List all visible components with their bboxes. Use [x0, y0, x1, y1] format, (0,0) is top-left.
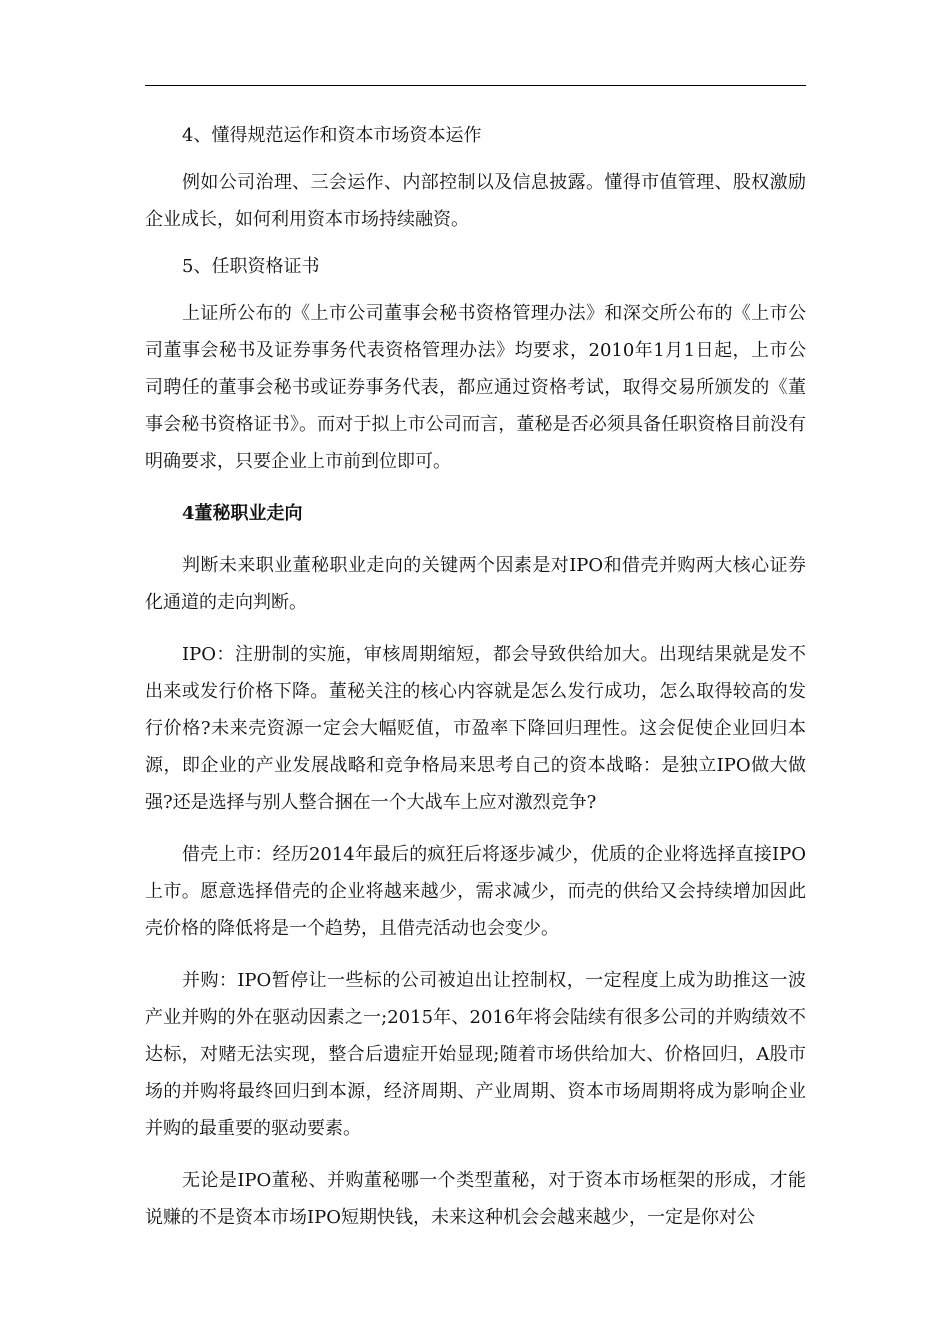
paragraph-governance: 例如公司治理、三会运作、内部控制以及信息披露。懂得市值管理、股权激励企业成长，如何利用资本市场持续融资。 [145, 172, 806, 230]
section-heading-career-direction: 4董秘职业走向 [182, 503, 303, 524]
section-title-5: 5、任职资格证书 [182, 256, 320, 277]
header-rule [145, 85, 806, 86]
paragraph-conclusion: 无论是IPO董秘、并购董秘哪一个类型董秘，对于资本市场框架的形成，才能说赚的不是资本市场IPO短期快钱，未来这种机会会越来越少，一定是你对公 [145, 1170, 806, 1228]
paragraph-qualification: 上证所公布的《上市公司董事会秘书资格管理办法》和深交所公布的《上市公司董事会秘书及证券事务代表资格管理办法》均要求，2010年1月1日起，上市公司聘任的董事会秘书或证券事务代表，都应通过资格考试，取得交易所颁发的《董事会秘书资格证书》。而对于拟上市公司而言，董秘是否必须具备任职资格目前没有明确要求，只要企业上市前到位即可。 [145, 303, 806, 472]
section-title-4: 4、懂得规范运作和资本市场资本运作 [182, 125, 482, 146]
paragraph-backdoor-listing: 借壳上市：经历2014年最后的疯狂后将逐步减少，优质的企业将选择直接IPO上市。愿意选择借壳的企业将越来越少，需求减少，而壳的供给又会持续增加因此壳价格的降低将是一个趋势，且借壳活动也会变少。 [145, 844, 806, 939]
paragraph-key-factors: 判断未来职业董秘职业走向的关键两个因素是对IPO和借壳并购两大核心证券化通道的走向判断。 [145, 555, 806, 613]
paragraph-ipo: IPO：注册制的实施，审核周期缩短，都会导致供给加大。出现结果就是发不出来或发行价格下降。董秘关注的核心内容就是怎么发行成功，怎么取得较高的发行价格?未来壳资源一定会大幅贬值，市盈率下降回归理性。这会促使企业回归本源，即企业的产业发展战略和竞争格局来思考自己的资本战略：是独立IPO做大做强?还是选择与别人整合捆在一个大战车上应对激烈竞争? [145, 644, 806, 813]
document-body [145, 117, 806, 1236]
paragraph-mergers: 并购：IPO暂停让一些标的公司被迫出让控制权，一定程度上成为助推这一波产业并购的外在驱动因素之一;2015年、2016年将会陆续有很多公司的并购绩效不达标，对赌无法实现，整合后遗症开始显现;随着市场供给加大、价格回归，A股市场的并购将最终回归到本源，经济周期、产业周期、资本市场周期将成为影响企业并购的最重要的驱动要素。 [145, 970, 806, 1139]
